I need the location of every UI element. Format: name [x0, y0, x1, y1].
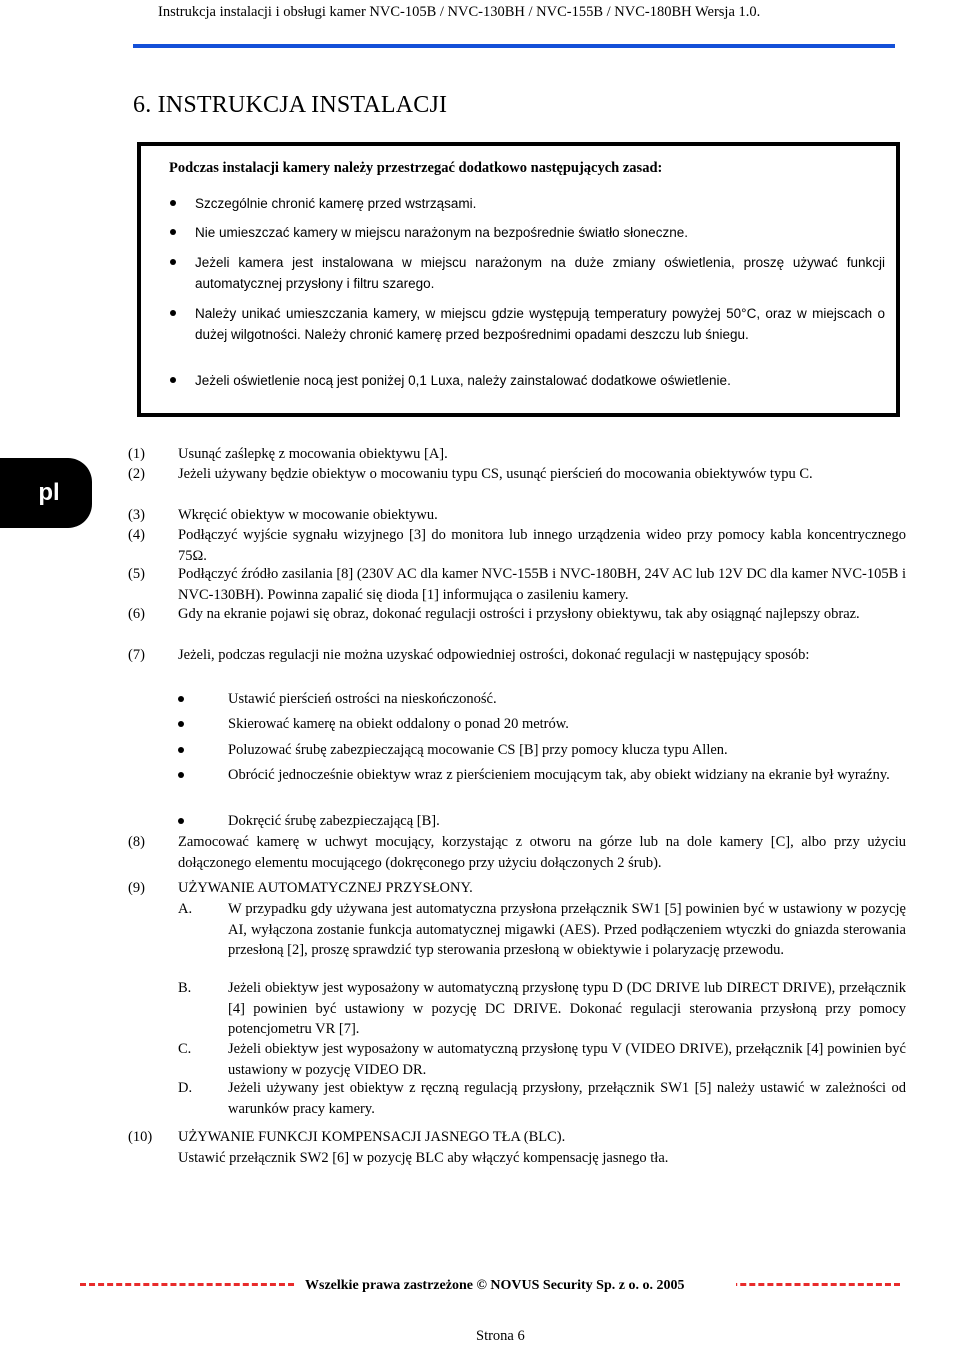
bullet-icon [178, 696, 184, 702]
step-number: (3) [128, 507, 145, 523]
step-number: (6) [128, 606, 145, 622]
step-text: Jeżeli, podczas regulacji nie można uzyskać odpowiedniej ostrości, dokonać regulacji w następujący sposób: [178, 647, 810, 663]
installation-rules-box [137, 142, 900, 417]
step-text: Zamocować kamerę w uchwyt mocujący, korzystając z otworu na górze lub na dole kamery [C], albo przy użyciu dołączonego elementu mocującego (dokręconego przy użyciu dołączonych 2 śrub). [178, 834, 906, 871]
item-letter: A. [178, 901, 193, 917]
copyright-notice: Wszelkie prawa zastrzeżone © NOVUS Security Sp. z o. o. 2005 [305, 1278, 685, 1293]
step-text: Usunąć zaślepkę z mocowania obiektywu [A]. [178, 446, 448, 462]
language-tab: pl [0, 458, 92, 528]
bullet-icon [170, 200, 176, 206]
step-number: (10) [128, 1129, 153, 1145]
rules-list-item: Jeżeli oświetlenie nocą jest poniżej 0,1 Luxa, należy zainstalować dodatkowe oświetlenie. [195, 370, 885, 392]
step-number: (2) [128, 466, 145, 482]
adjustment-list-item: Poluzować śrubę zabezpieczającą mocowanie CS [B] przy pomocy klucza typu Allen. [228, 740, 906, 761]
bullet-icon [178, 818, 184, 824]
document-header-title: Instrukcja instalacji i obsługi kamer NVC-105B / NVC-130BH / NVC-155B / NVC-180BH Wersja 1.0. [158, 4, 761, 20]
section-title: 6. INSTRUKCJA INSTALACJI [133, 92, 448, 118]
bullet-icon [170, 229, 176, 235]
item-text: Jeżeli używany jest obiektyw z ręczną regulacją przysłony, przełącznik SW1 [5] należy ustawić w zależności od warunków pracy kamery. [228, 1080, 906, 1117]
step-text: Gdy na ekranie pojawi się obraz, dokonać regulacji ostrości i przysłony obiektywu, tak aby osiągnąć najlepszy obraz. [178, 606, 860, 622]
page-number: Strona 6 [476, 1328, 525, 1344]
adjustment-list-item: Obrócić jednocześnie obiektyw wraz z pierścieniem mocującym tak, aby obiekt widziany na ekranie był wyraźny. [228, 765, 906, 786]
bullet-icon [178, 721, 184, 727]
bullet-icon [170, 310, 176, 316]
step-number: (7) [128, 647, 145, 663]
step-text: Jeżeli używany będzie obiektyw o mocowaniu typu CS, usunąć pierścień do mocowania obiektywów typu C. [178, 466, 813, 482]
item-text: W przypadku gdy używana jest automatyczna przysłona przełącznik SW1 [5] powinien być w ustawiony w pozycję AI, wyłączona zostanie funkcja automatycznej migawki (AES). Przed podłączeniem wtyczki do gniazda sterowania przesłoną [2], proszę sprawdzić typ sterowania przesłoną w obiektywie i polaryzację przewodu. [228, 901, 906, 958]
item-letter: C. [178, 1041, 192, 1057]
step-text [178, 1127, 906, 1168]
rules-list-item: Należy unikać umieszczania kamery, w miejscu gdzie występują temperatury powyżej 50°C, oraz w miejscach o dużej wilgotności. Należy chronić kamerę przed bezpośrednimi opadami deszczu lub śniegu. [195, 303, 885, 345]
step-text: Podłączyć wyjście sygnału wizyjnego [3] do monitora lub innego urządzenia wideo przy pomocy kabla koncentrycznego 75Ω. [178, 527, 906, 564]
bullet-icon [178, 747, 184, 753]
step-number: (8) [128, 834, 145, 850]
adjustment-list-item: Dokręcić śrubę zabezpieczającą [B]. [228, 811, 906, 832]
item-text: Jeżeli obiektyw jest wyposażony w automatyczną przysłonę typu V (VIDEO DRIVE), przełącznik [4] powinien być ustawiony w pozycję VIDEO DR. [228, 1041, 906, 1078]
step-text: UŻYWANIE AUTOMATYCZNEJ PRZYSŁONY. [178, 880, 473, 896]
item-letter: B. [178, 980, 192, 996]
step-number: (1) [128, 446, 145, 462]
blc-heading: UŻYWANIE FUNKCJI KOMPENSACJI JASNEGO TŁA (BLC). [178, 1129, 566, 1145]
rules-list-item: Nie umieszczać kamery w miejscu narażonym na bezpośrednie światło słoneczne. [195, 222, 885, 244]
step-text: Wkręcić obiektyw w mocowanie obiektywu. [178, 507, 438, 523]
step-number: (5) [128, 566, 145, 582]
header-divider [133, 44, 895, 48]
step-text: Podłączyć źródło zasilania [8] (230V AC dla kamer NVC-155B i NVC-180BH, 24V AC lub 12V DC dla kamer NVC-105B i NVC-130BH). Powinna zapalić się dioda [1] informująca o zasileniu kamery. [178, 566, 906, 603]
bullet-icon [178, 772, 184, 778]
step-number: (4) [128, 527, 145, 543]
rules-list-item: Szczególnie chronić kamerę przed wstrząsami. [195, 193, 885, 215]
bullet-icon [170, 377, 176, 383]
rules-box-heading: Podczas instalacji kamery należy przestrzegać dodatkowo następujących zasad: [169, 160, 663, 176]
adjustment-list-item: Ustawić pierścień ostrości na nieskończoność. [228, 689, 906, 710]
adjustment-list-item: Skierować kamerę na obiekt oddalony o ponad 20 metrów. [228, 714, 906, 735]
rules-list-item: Jeżeli kamera jest instalowana w miejscu narażonym na duże zmiany oświetlenia, proszę używać funkcji automatycznej przysłony i filtru szarego. [195, 252, 885, 294]
item-letter: D. [178, 1080, 193, 1096]
bullet-icon [170, 259, 176, 265]
step-number: (9) [128, 880, 145, 896]
blc-instruction: Ustawić przełącznik SW2 [6] w pozycję BLC aby włączyć kompensację jasnego tła. [178, 1149, 669, 1166]
item-text: Jeżeli obiektyw jest wyposażony w automatyczną przysłonę typu D (DC DRIVE lub DIRECT DRIVE), przełącznik [4] powinien być ustawiony w pozycję DC DRIVE. Dokonać regulacji sterowania przysłoną przy pomocy potencjometru VR [7]. [228, 980, 906, 1037]
